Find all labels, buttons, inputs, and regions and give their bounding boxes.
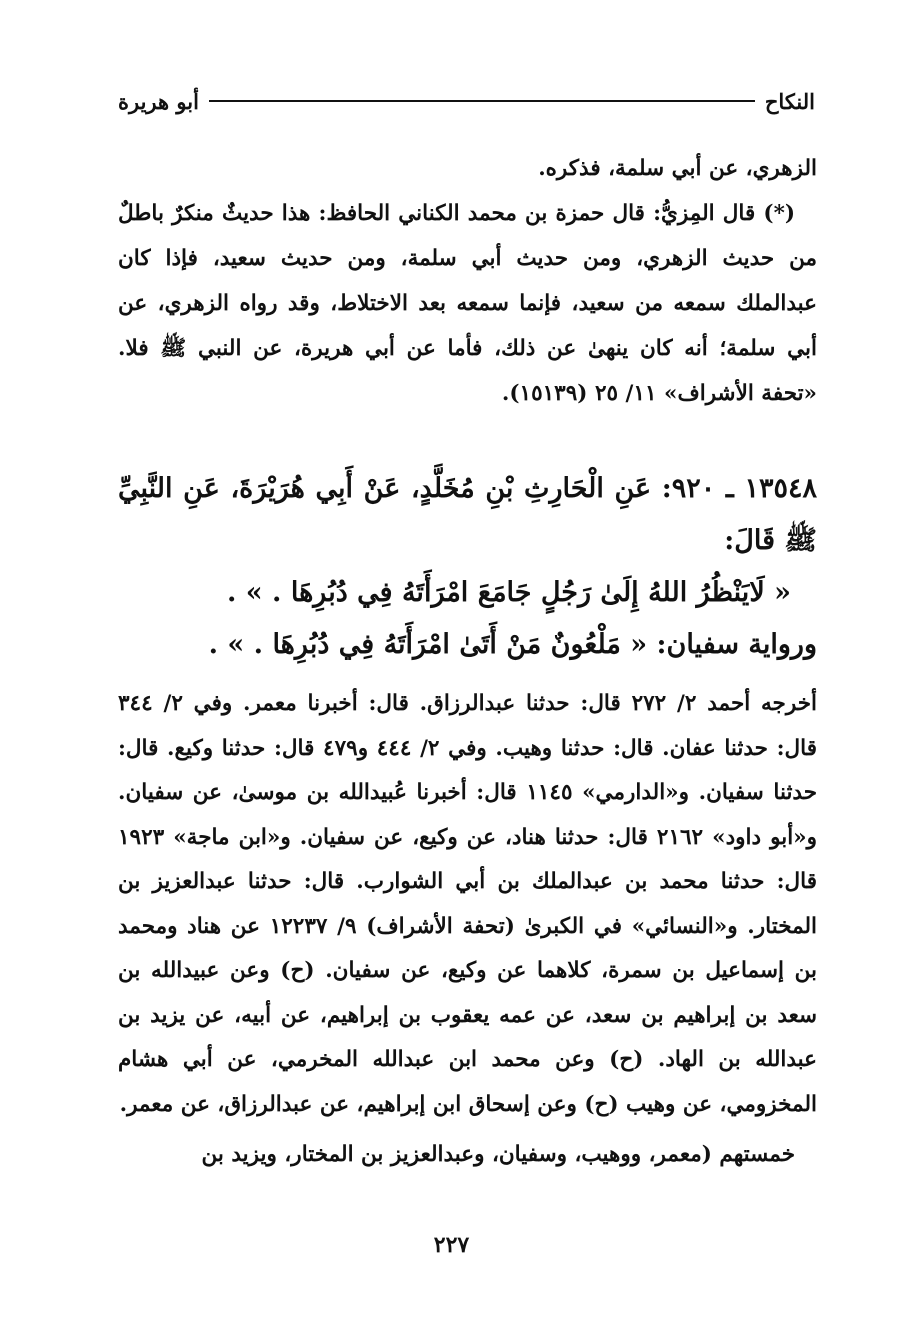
takhrij-block [118,682,817,1178]
takhrij-paragraph: أخرجه أحمد ٢/ ٢٧٢ قال: حدثنا عبدالرزاق. قال: أخبرنا معمر. وفي ٢/ ٣٤٤ قال: حدثنا عفان. قال: حدثنا وهيب. وفي ٢/ ٤٤٤ و٤٧٩ قال: حدثنا وكيع. قال: حدثنا سفيان. و«الدارمي» ١١٤٥ قال: أخبرنا عُبيدالله بن موسىٰ، عن سفيان. و«أبو داود» ٢١٦٢ قال: حدثنا هناد، عن وكيع، عن سفيان. و«ابن ماجة» ١٩٢٣ قال: حدثنا محمد بن عبدالملك بن أبي الشوارب. قال: حدثنا عبدالعزيز بن المختار. و«النسائي» في الكبرىٰ (تحفة الأشراف) ٩/ ١٢٢٣٧ عن هناد ومحمد بن إسماعيل بن سمرة، كلاهما عن وكيع، عن سفيان. (ح) وعن عبيدالله بن سعد بن إبراهيم بن سعد، عن عمه يعقوب بن إبراهيم، عن أبيه، عن يزيد بن عبدالله بن الهاد. (ح) وعن محمد ابن عبدالله المخرمي، عن أبي هشام المخزومي، عن وهيب (ح) وعن إسحاق ابن إبراهيم، عن عبدالرزاق، عن معمر. [118,691,818,1117]
footnote-block [118,146,817,416]
section-title: أبو هريرة [118,88,199,114]
chapter-title: النكاح [764,88,815,114]
page-number: ٢٢٧ [433,1232,470,1258]
hadith-matn: « لَايَنْظُرُ اللهُ إِلَىٰ رَجُلٍ جَامَعَ امْرَأَتَهُ فِي دُبُرِهَا . » . [226,577,791,608]
hadith-isnad: ١٣٥٤٨ ـ ٩٢٠: عَنِ الْحَارِثِ بْنِ مُخَلَّدٍ، عَنْ أَبِي هُرَيْرَةَ، عَنِ النَّبِيِّ ﷺ قَالَ: [118,473,817,556]
note-line-continuation: الزهري، عن أبي سلمة، فذكره. [538,156,817,181]
takhrij-paragraph-continued: خمستهم (معمر، ووهيب، وسفيان، وعبدالعزيز بن المختار، ويزيد بن [201,1142,795,1167]
header-rule [209,100,755,102]
hadith-riwaya: ورواية سفيان: « مَلْعُونٌ مَنْ أَتَىٰ امْرَأَتَهُ فِي دُبُرِهَا . » . [208,629,817,660]
note-line-mizzi: (*) قال المِزيُّ: قال حمزة بن محمد الكناني الحافظ: هذا حديثٌ منكرٌ باطلٌ من حديث الزهري، ومن حديث أبي سلمة، ومن حديث سعيد، فإذا كان عبدالملك سمعه من سعيد، فإنما سمعه بعد الاختلاط، وقد رواه الزهري، عن أبي سلمة؛ أنه كان ينهىٰ عن ذلك، فأما عن أبي هريرة، عن النبي ﷺ فلا. «تحفة الأشراف» ١١/ ٢٥ (١٥١٣٩). [118,201,817,406]
hadith-block [118,463,817,671]
running-header [118,84,815,118]
